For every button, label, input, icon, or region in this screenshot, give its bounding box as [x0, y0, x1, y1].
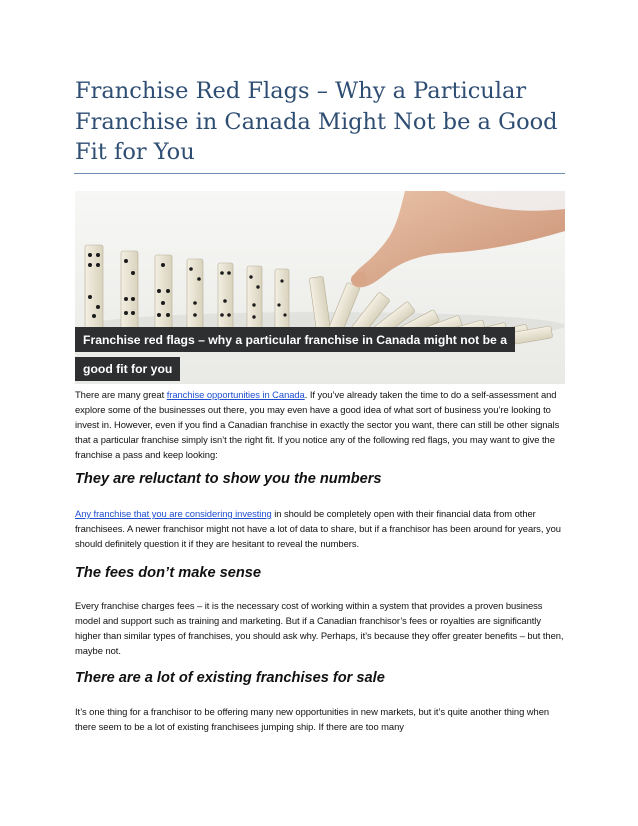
intro-paragraph: [75, 387, 567, 462]
hero-image: [75, 191, 565, 384]
section-heading-fees: The fees don’t make sense: [75, 565, 261, 581]
section-text-numbers: in should be completely open with their financial data from other franchisees. A newer franchisor might not have a lot of data to share, but if a franchisor has been around for years, you should definitely question it if they are hesitant to reveal the numbers.: [75, 508, 561, 550]
section-heading-numbers: They are reluctant to show you the numbers: [75, 471, 382, 487]
hero-caption-line1: Franchise red flags – why a particular franchise in Canada might not be a: [75, 327, 515, 352]
page-title: Franchise Red Flags – Why a Particular Franchise in Canada Might Not be a Good Fit for You: [75, 78, 558, 165]
section-heading-existing: There are a lot of existing franchises for sale: [75, 670, 385, 686]
intro-text-start: There are many great: [75, 389, 167, 400]
considering-investing-link[interactable]: Any franchise that you are considering investing: [75, 508, 272, 519]
franchise-opportunities-link[interactable]: franchise opportunities in Canada: [166, 389, 305, 400]
hero-caption-line2: good fit for you: [75, 357, 180, 381]
intro-text-rest: . If you’ve already taken the time to do a self-assessment and explore some of the businesses out there, you may even have a good idea of what sort of business you’re looking to invest in. However, even if you find a Canadian franchise in exactly the sector you want, there can still be other signals that a particular franchise simply isn’t the right fit. If you notice any of the following red flags, you may want to give the franchise a pass and keep looking:: [75, 389, 560, 461]
title-underline: [74, 173, 565, 174]
dominoes-illustration: [75, 191, 565, 384]
section-body-fees: Every franchise charges fees – it is the necessary cost of working within a system that provides a proven business model and support such as training and marketing. But if a Canadian franchisor’s fees or royalties are significantly higher than similar types of franchises, you should ask why. Perhaps, it’s because they offer greater benefits – but then, maybe not.: [75, 600, 564, 657]
section-body-numbers: [75, 506, 567, 551]
section-body-existing: It’s one thing for a franchisor to be offering many new opportunities in new markets, but it’s quite another thing when there seem to be a lot of existing franchisees jumping ship. If there are too many: [75, 706, 550, 733]
